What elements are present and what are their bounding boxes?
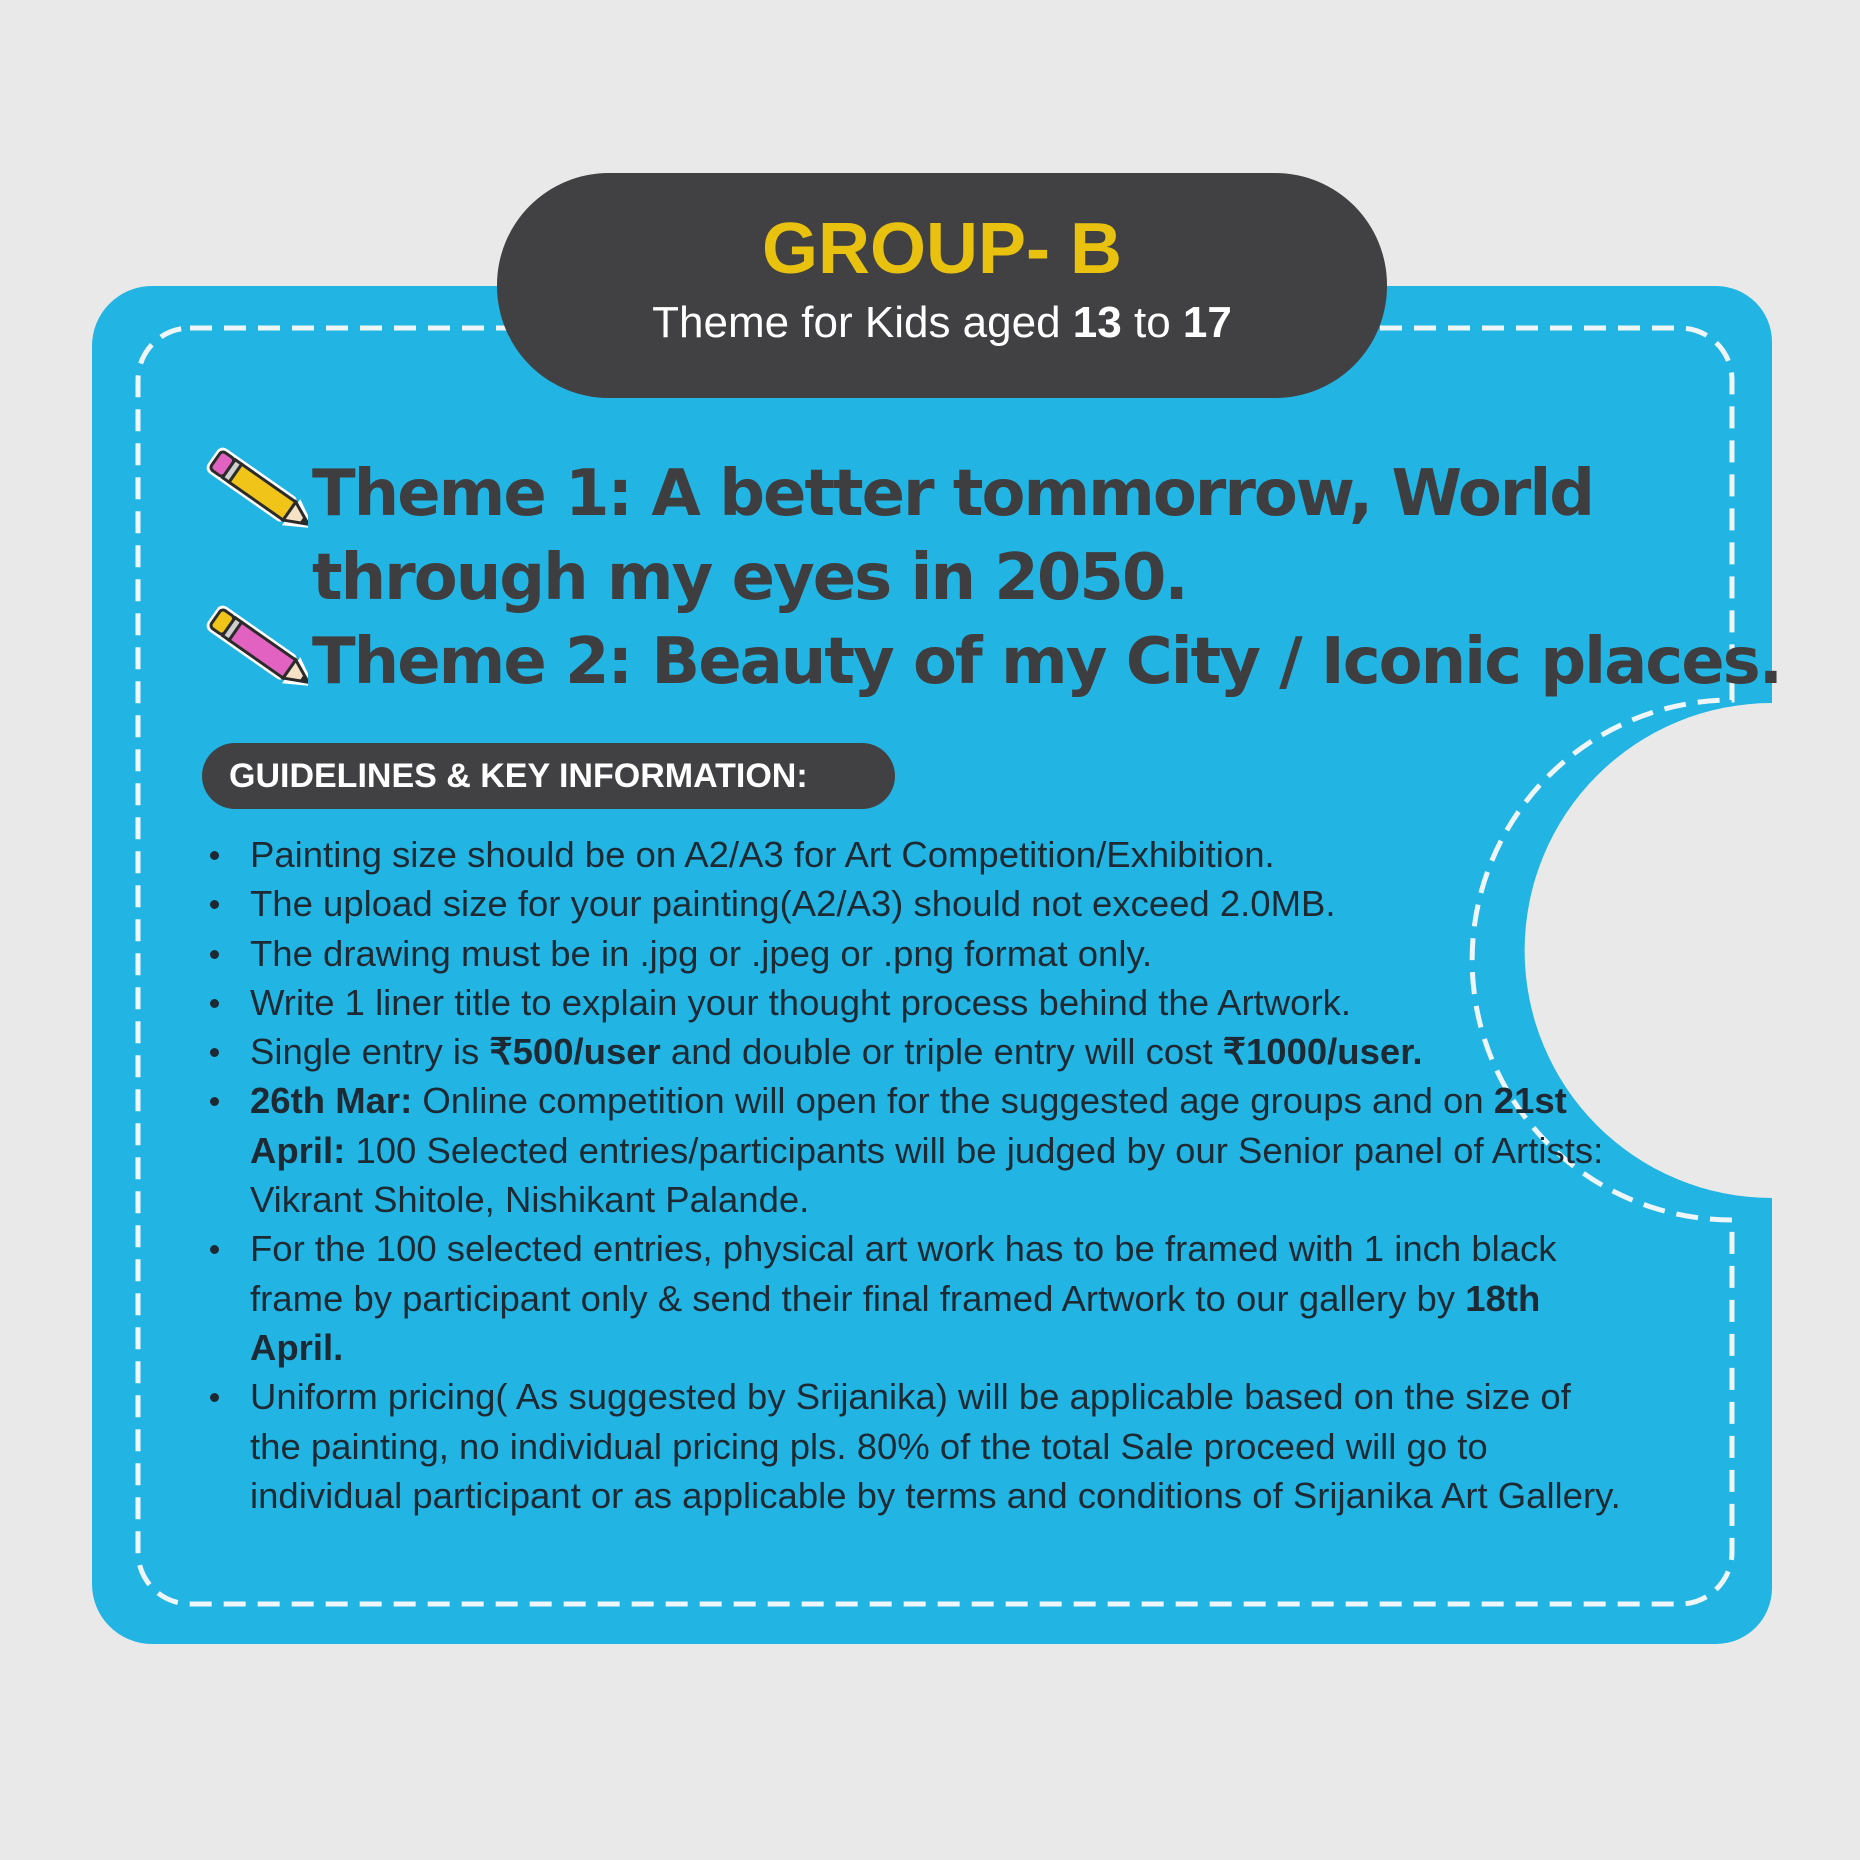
- guideline-item-framing: [205, 1224, 1625, 1372]
- age-from: 13: [1072, 298, 1122, 347]
- open-date: 26th Mar:: [250, 1080, 413, 1122]
- guideline-item-file-format: The drawing must be in .jpg or .jpeg or .png format only.: [205, 929, 1625, 978]
- guidelines-header: [202, 743, 895, 809]
- subtitle-mid: to: [1121, 298, 1183, 347]
- guideline-item-pricing: Uniform pricing( As suggested by Srijanika) will be applicable based on the size of the painting, no individual pricing pls. 80% of the total Sale proceed will go to individual participant or as applicable by terms and conditions of Srijanika Art Gallery.: [205, 1372, 1625, 1520]
- framing-text: For the 100 selected entries, physical art work has to be framed with 1 inch black frame by participant only & send their final framed Artwork to our gallery by: [250, 1228, 1557, 1319]
- guideline-item-title: Write 1 liner title to explain your thought process behind the Artwork.: [205, 978, 1625, 1027]
- framing-deadline: 18th April.: [250, 1277, 1541, 1368]
- yellow-pencil-icon: [200, 440, 308, 530]
- theme-1-line-2: through my eyes in 2050.: [312, 541, 1187, 615]
- guideline-item-painting-size: Painting size should be on A2/A3 for Art Competition/Exhibition.: [205, 830, 1625, 879]
- schedule-text-2: 100 Selected entries/participants will be judged by our Senior panel of Artists: Vikrant Shitole, Nishikant Palande.: [250, 1129, 1604, 1221]
- fee-text-1: Single entry is: [250, 1031, 490, 1073]
- guidelines-label: GUIDELINES & KEY INFORMATION:: [229, 757, 808, 795]
- single-entry-fee: ₹500/user: [489, 1031, 661, 1073]
- subtitle-prefix: Theme for Kids aged: [652, 298, 1073, 347]
- theme-1-line-1: Theme 1: A better tommorrow, World: [312, 457, 1594, 531]
- group-title: GROUP- B: [762, 209, 1122, 289]
- judging-date: 21st April:: [250, 1080, 1567, 1171]
- multi-entry-fee: ₹1000/user.: [1222, 1031, 1423, 1073]
- guidelines-list: [205, 830, 1625, 1520]
- theme-2: [312, 620, 1781, 704]
- pink-pencil-icon: [200, 598, 308, 688]
- guideline-item-schedule: [205, 1076, 1625, 1224]
- guideline-item-upload-size: The upload size for your painting(A2/A3) should not exceed 2.0MB.: [205, 879, 1625, 928]
- age-to: 17: [1182, 298, 1232, 347]
- fee-text-2: and double or triple entry will cost: [660, 1031, 1223, 1073]
- guideline-item-entry-fee: [205, 1027, 1625, 1076]
- schedule-text-1: Online competition will open for the suggested age groups and on: [412, 1080, 1494, 1122]
- theme-1: [312, 452, 1593, 620]
- age-subtitle: [497, 298, 1387, 347]
- group-header: [497, 173, 1387, 398]
- theme-2-line-1: Theme 2: Beauty of my City / Iconic places.: [312, 625, 1781, 699]
